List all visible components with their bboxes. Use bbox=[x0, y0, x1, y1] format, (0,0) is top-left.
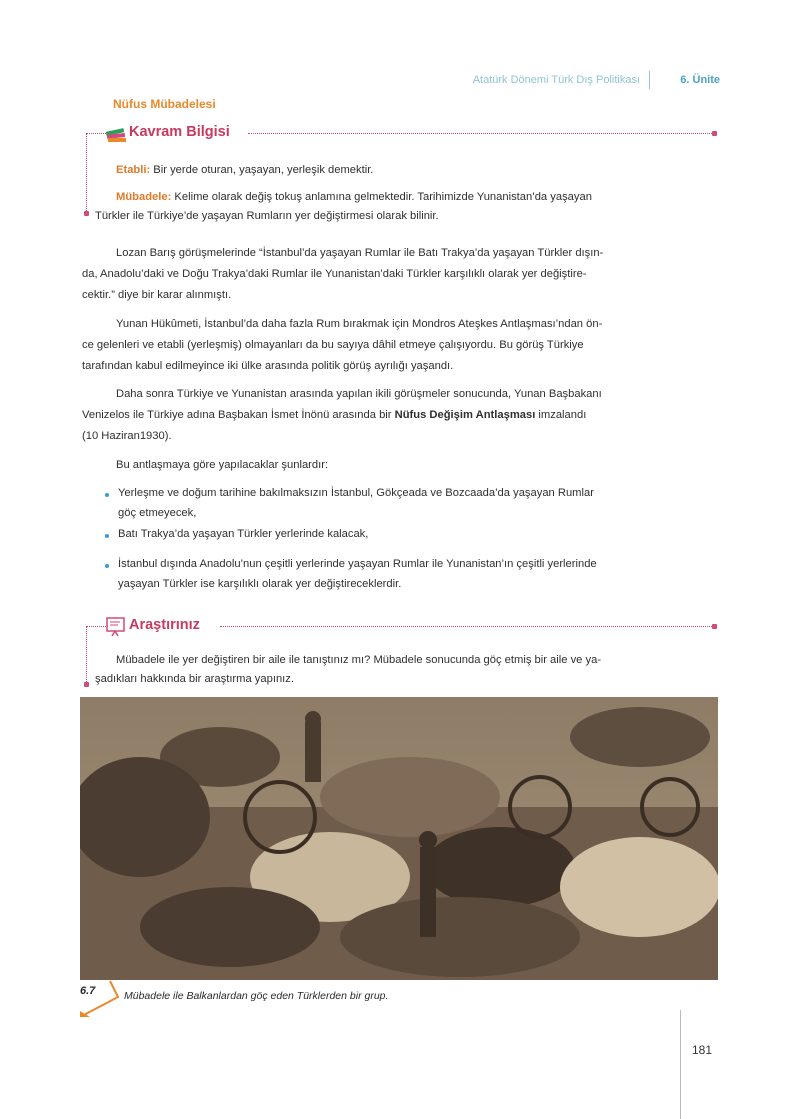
paragraph-1-line-3: cektir.” diye bir karar alınmıştı. bbox=[82, 289, 232, 301]
research-board-icon bbox=[104, 615, 128, 637]
term-etabli: Etabli: bbox=[116, 164, 151, 176]
bullet-1-line-2: göç etmeyecek, bbox=[118, 507, 197, 519]
paragraph-2-line-2: ce gelenleri ve etabli (yerleşmiş) olmayanları da bu sayıya dâhil etmeye çalışıyordu. Bu görüş Türkiye bbox=[82, 339, 584, 351]
paragraph-3-line-2: Venizelos ile Türkiye adına Başbakan İsmet İnönü arasında bir Nüfus Değişim Antlaşması imzalandı bbox=[82, 409, 587, 421]
books-icon bbox=[104, 122, 128, 144]
kavram-box-top-left bbox=[86, 133, 106, 134]
definition-mubadele: Mübadele: Kelime olarak değiş tokuş anlamına gelmektedir. Tarihimizde Yunanistan’da yaşayan bbox=[116, 191, 592, 203]
header-title: Atatürk Dönemi Türk Dış Politikası bbox=[472, 74, 640, 86]
kavram-box-bottom-mark bbox=[84, 211, 89, 216]
arastiriniz-box-left-border bbox=[86, 626, 87, 684]
paragraph-1-line-2: da, Anadolu’daki ve Doğu Trakya’daki Rumlar ile Yunanistan’daki Türkler karşılıklı olarak yer değiştire- bbox=[82, 268, 587, 280]
paragraph-3-line-3: (10 Haziran1930). bbox=[82, 430, 172, 442]
running-header bbox=[0, 62, 760, 92]
migration-photo bbox=[80, 697, 718, 980]
arastiriniz-box-corner-mark bbox=[712, 624, 717, 629]
kavram-box-top-right bbox=[248, 133, 714, 134]
bullet-icon bbox=[105, 534, 109, 538]
treaty-name: Nüfus Değişim Antlaşması bbox=[394, 409, 536, 421]
header-separator bbox=[649, 71, 650, 89]
bullet-3-line-2: yaşayan Türkler ise karşılıklı olarak yer değiştireceklerdir. bbox=[118, 578, 402, 590]
figure-number: 6.7 bbox=[80, 985, 96, 997]
section-title: Nüfus Mübadelesi bbox=[113, 97, 216, 111]
arastiriniz-box-top-right bbox=[220, 626, 714, 627]
figure-caption: Mübadele ile Balkanlardan göç eden Türklerden bir grup. bbox=[124, 990, 389, 1002]
kavram-box-corner-mark bbox=[712, 131, 717, 136]
term-mubadele: Mübadele: bbox=[116, 191, 172, 203]
bullet-2-line-1: Batı Trakya’da yaşayan Türkler yerlerinde kalacak, bbox=[118, 528, 369, 540]
kavram-box-left-border bbox=[86, 133, 87, 213]
definition-etabli: Etabli: Bir yerde oturan, yaşayan, yerleşik demektir. bbox=[116, 164, 374, 176]
bullet-icon bbox=[105, 493, 109, 497]
arastiriniz-line-1: Mübadele ile yer değiştiren bir aile ile tanıştınız mı? Mübadele sonucunda göç etmiş bir aile ve ya- bbox=[116, 654, 602, 666]
arastiriniz-box-title: Araştırınız bbox=[129, 617, 204, 633]
page-number: 181 bbox=[692, 1043, 713, 1057]
paragraph-2-line-3: tarafından kabul edilmeyince iki ülke arasında politik görüş ayrılığı yaşandı. bbox=[82, 360, 454, 372]
arastiriniz-box-bottom-mark bbox=[84, 682, 89, 687]
bullet-1-line-1: Yerleşme ve doğum tarihine bakılmaksızın İstanbul, Gökçeada ve Bozcaada’da yaşayan Rumlar bbox=[118, 487, 594, 499]
arastiriniz-line-2: şadıkları hakkında bir araştırma yapınız. bbox=[95, 673, 294, 685]
definition-mubadele-cont: Türkler ile Türkiye’de yaşayan Rumların yer değiştirmesi olarak bilinir. bbox=[95, 210, 439, 222]
paragraph-4: Bu antlaşmaya göre yapılacaklar şunlardır: bbox=[116, 459, 329, 471]
page-margin-line bbox=[680, 1010, 681, 1119]
arastiriniz-box-top-left bbox=[86, 626, 106, 627]
bullet-icon bbox=[105, 564, 109, 568]
header-unit: 6. Ünite bbox=[680, 74, 720, 86]
paragraph-2-line-1: Yunan Hükûmeti, İstanbul’da daha fazla Rum bırakmak için Mondros Ateşkes Antlaşması’ndan ön- bbox=[116, 318, 603, 330]
migration-photo-illustration bbox=[80, 697, 718, 980]
paragraph-1-line-1: Lozan Barış görüşmelerinde “İstanbul’da yaşayan Rumlar ile Batı Trakya’da yaşayan Türkler dışın- bbox=[116, 247, 604, 259]
kavram-box-title: Kavram Bilgisi bbox=[129, 124, 234, 140]
paragraph-3-line-1: Daha sonra Türkiye ve Yunanistan arasında yapılan ikili görüşmeler sonucunda, Yunan Başbakanı bbox=[116, 388, 602, 400]
bullet-3-line-1: İstanbul dışında Anadolu’nun çeşitli yerlerinde yaşayan Rumlar ile Yunanistan’ın çeşitli yerlerinde bbox=[118, 558, 597, 570]
